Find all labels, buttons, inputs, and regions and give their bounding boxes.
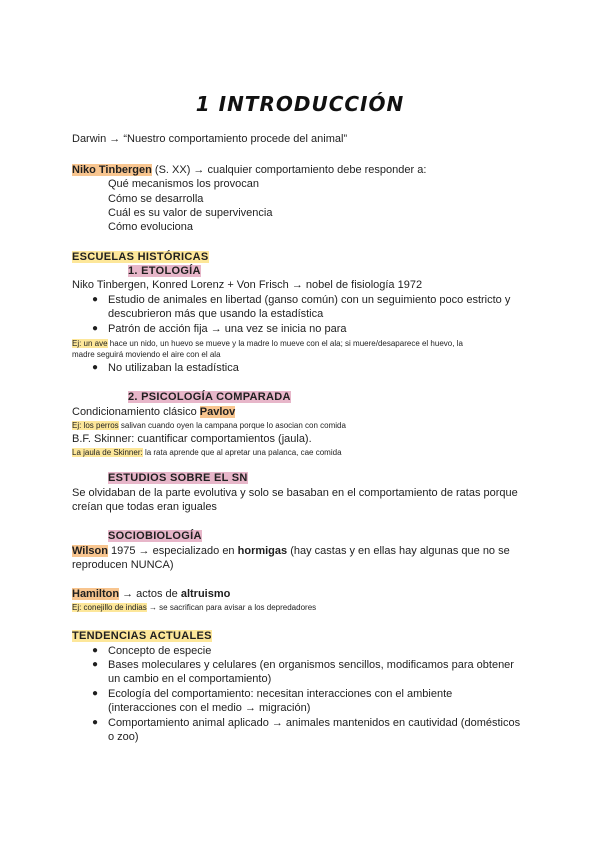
- estudios-heading-line: [108, 471, 248, 485]
- hamilton-text: → actos de: [119, 588, 181, 600]
- etologia-bullet-1-line2: descubrieron más que usando la estadística: [108, 308, 324, 320]
- tinbergen-name: Niko Tinbergen: [72, 164, 152, 176]
- tendencias-bullet-3-line2: (interacciones con el medio → migración): [108, 702, 311, 714]
- darwin-quote: Darwin → “Nuestro comportamiento procede del animal”: [72, 133, 348, 145]
- hamilton-name: Hamilton: [72, 588, 120, 600]
- wilson-text-2: (hay castas y en ellas hay algunas que no se: [287, 545, 510, 557]
- bullet-icon: ●: [92, 294, 99, 305]
- etologia-heading-line: [128, 264, 201, 278]
- etologia-example-text: hace un nido, un huevo se mueve y la madre lo mueve con el ala; si muere/desaparece el huevo, la: [107, 339, 463, 348]
- escuelas-heading-line: [72, 250, 209, 264]
- pavlov-example: [72, 420, 346, 431]
- pavlov-example-label: Ej: los perros: [72, 421, 119, 430]
- skinner-line: B.F. Skinner: cuantificar comportamientos (jaula).: [72, 433, 312, 445]
- tendencias-bullet-4-line1: Comportamiento animal aplicado → animales mantenidos en cautividad (domésticos: [108, 717, 521, 729]
- hamilton-line: [72, 587, 230, 601]
- bullet-icon: ●: [92, 717, 99, 728]
- skinner-example-label: La jaula de Skinner:: [72, 448, 143, 457]
- pavlov-text: Condicionamiento clásico: [72, 406, 200, 418]
- pavlov-name: Pavlov: [199, 406, 236, 418]
- question-item: Cómo evoluciona: [108, 221, 193, 233]
- pavlov-example-text: salivan cuando oyen la campana porque lo asocian con comida: [118, 421, 346, 430]
- hamilton-example-label: Ej: conejillo de indias: [72, 603, 147, 612]
- etologia-bullet-1-line1: Estudio de animales en libertad (ganso común) con un seguimiento poco estricto y: [108, 294, 511, 306]
- tendencias-heading: TENDENCIAS ACTUALES: [72, 630, 212, 642]
- etologia-intro: Niko Tinbergen, Konred Lorenz + Von Frisch → nobel de fisiología 1972: [72, 279, 423, 291]
- tendencias-bullet-4-line2: o zoo): [108, 731, 139, 743]
- page-title: 1 INTRODUCCIÓN: [195, 92, 405, 116]
- question-item: Cómo se desarrolla: [108, 193, 204, 205]
- etologia-bullet-2: Patrón de acción fija → una vez se inicia no para: [108, 323, 347, 335]
- psicologia-heading: 2. PSICOLOGÍA COMPARADA: [128, 391, 291, 403]
- etologia-example-label: Ej: un ave: [72, 339, 108, 348]
- wilson-line2: reproducen NUNCA): [72, 559, 174, 571]
- sociobiologia-heading-line: [108, 529, 202, 543]
- bullet-icon: ●: [92, 362, 99, 373]
- bullet-icon: ●: [92, 688, 99, 699]
- question-item: Cuál es su valor de supervivencia: [108, 207, 273, 219]
- tendencias-bullet-1: Concepto de especie: [108, 645, 212, 657]
- tendencias-heading-line: [72, 629, 212, 643]
- wilson-line: [72, 544, 510, 558]
- bullet-icon: ●: [92, 645, 99, 656]
- skinner-example-text: la rata aprende que al apretar una palanca, cae comida: [142, 448, 342, 457]
- tinbergen-text: (S. XX) → cualquier comportamiento debe responder a:: [151, 164, 427, 176]
- escuelas-heading: ESCUELAS HISTÓRICAS: [72, 251, 209, 263]
- tendencias-bullet-2-line2: un cambio en el comportamiento): [108, 673, 272, 685]
- wilson-text-1: 1975 → especializado en: [107, 545, 238, 557]
- estudios-heading: ESTUDIOS SOBRE EL SN: [108, 472, 248, 484]
- wilson-bold: hormigas: [237, 545, 288, 557]
- bullet-icon: ●: [92, 323, 99, 334]
- hamilton-example-text: → se sacrifican para avisar a los depredadores: [146, 603, 317, 612]
- hamilton-example: [72, 602, 316, 613]
- wilson-name: Wilson: [72, 545, 108, 557]
- skinner-example: [72, 447, 342, 458]
- estudios-text-line2: creían que todas eran iguales: [72, 501, 217, 513]
- etologia-heading: 1. ETOLOGÍA: [128, 265, 201, 277]
- etologia-bullet-3: No utilizaban la estadística: [108, 362, 239, 374]
- tendencias-bullet-2-line1: Bases moleculares y celulares (en organismos sencillos, modificamos para obtener: [108, 659, 514, 671]
- tendencias-bullet-3-line1: Ecología del comportamiento: necesitan interacciones con el ambiente: [108, 688, 453, 700]
- question-item: Qué mecanismos los provocan: [108, 178, 260, 190]
- hamilton-bold: altruismo: [180, 588, 231, 600]
- etologia-example-line1: [72, 338, 463, 349]
- tinbergen-line: [72, 163, 426, 177]
- bullet-icon: ●: [92, 659, 99, 670]
- etologia-example-line2: madre seguirá moviendo el aire con el ala: [72, 350, 221, 359]
- pavlov-line: [72, 405, 235, 419]
- psicologia-heading-line: [128, 390, 291, 404]
- sociobiologia-heading: SOCIOBIOLOGÍA: [108, 530, 202, 542]
- estudios-text-line1: Se olvidaban de la parte evolutiva y solo se basaban en el comportamiento de ratas porque: [72, 487, 518, 499]
